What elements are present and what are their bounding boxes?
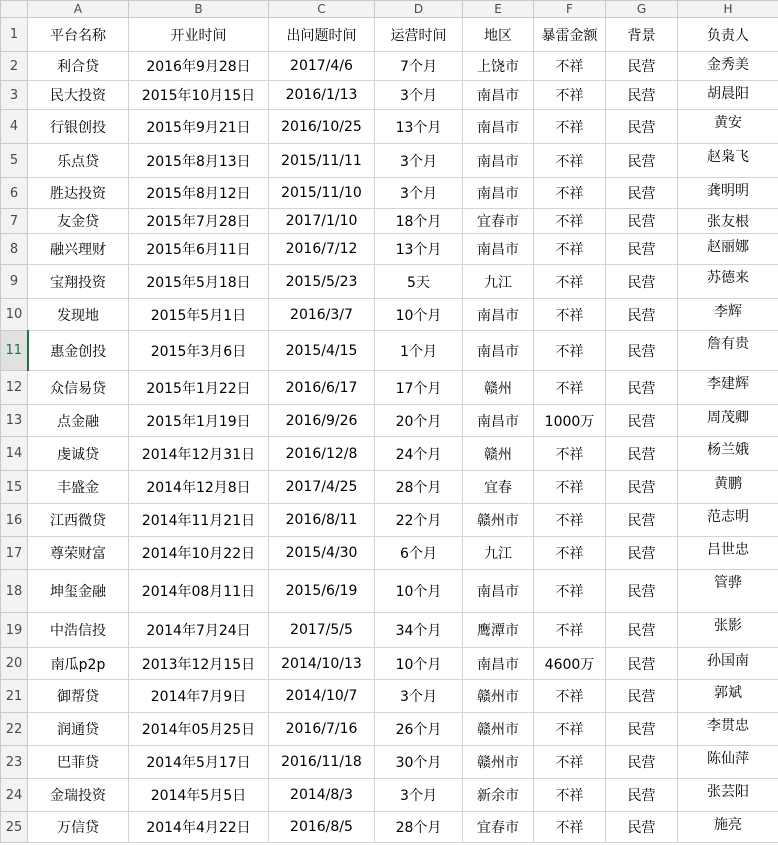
cell-platform[interactable]: 尊荣财富 bbox=[28, 537, 129, 570]
cell-operation-time[interactable]: 17个月 bbox=[375, 371, 463, 405]
header-cell-owner[interactable]: 负责人 bbox=[678, 18, 778, 52]
cell-region[interactable]: 宜春市 bbox=[463, 812, 534, 843]
row-header[interactable]: 11 bbox=[1, 331, 28, 371]
row-header[interactable]: 19 bbox=[1, 613, 28, 648]
cell-platform[interactable]: 巴菲贷 bbox=[28, 746, 129, 779]
cell-open-date[interactable]: 2015年10月15日 bbox=[129, 81, 269, 110]
cell-platform[interactable]: 丰盛金 bbox=[28, 471, 129, 504]
cell-platform[interactable]: 融兴理财 bbox=[28, 234, 129, 265]
cell-operation-time[interactable]: 13个月 bbox=[375, 234, 463, 265]
cell-region[interactable]: 赣州市 bbox=[463, 713, 534, 746]
cell-platform[interactable]: 宝翔投资 bbox=[28, 265, 129, 299]
cell-background[interactable]: 民营 bbox=[606, 648, 678, 680]
table-row bbox=[1, 299, 778, 331]
cell-problem-date[interactable]: 2015/4/15 bbox=[269, 331, 375, 371]
row-header[interactable]: 21 bbox=[1, 680, 28, 713]
cell-problem-date[interactable]: 2016/6/17 bbox=[269, 371, 375, 405]
cell-operation-time[interactable]: 22个月 bbox=[375, 504, 463, 537]
cell-amount[interactable]: 不祥 bbox=[534, 331, 606, 371]
column-header-h[interactable]: H bbox=[678, 1, 778, 18]
row-header[interactable]: 1 bbox=[1, 18, 28, 52]
cell-owner[interactable]: 张友根 bbox=[678, 209, 778, 234]
cell-region[interactable]: 赣州 bbox=[463, 371, 534, 405]
cell-amount[interactable]: 不祥 bbox=[534, 713, 606, 746]
cell-problem-date[interactable]: 2016/7/16 bbox=[269, 713, 375, 746]
row-header[interactable]: 2 bbox=[1, 52, 28, 81]
cell-open-date[interactable]: 2014年05月25日 bbox=[129, 713, 269, 746]
cell-problem-date[interactable]: 2015/6/19 bbox=[269, 570, 375, 613]
cell-owner[interactable]: 苏德来 bbox=[678, 265, 778, 299]
cell-region[interactable]: 赣州市 bbox=[463, 746, 534, 779]
cell-background[interactable]: 民营 bbox=[606, 178, 678, 209]
cell-background[interactable]: 民营 bbox=[606, 437, 678, 471]
row-header[interactable]: 18 bbox=[1, 570, 28, 613]
cell-problem-date[interactable]: 2016/8/5 bbox=[269, 812, 375, 843]
column-header-f[interactable]: F bbox=[534, 1, 606, 18]
cell-owner[interactable]: 黄鹏 bbox=[678, 471, 778, 504]
cell-open-date[interactable]: 2014年7月9日 bbox=[129, 680, 269, 713]
cell-region[interactable]: 南昌市 bbox=[463, 405, 534, 437]
table-row bbox=[1, 779, 778, 812]
cell-operation-time[interactable]: 7个月 bbox=[375, 52, 463, 81]
row-header[interactable]: 9 bbox=[1, 265, 28, 299]
table-row bbox=[1, 648, 778, 680]
cell-amount[interactable]: 不祥 bbox=[534, 144, 606, 178]
cell-operation-time[interactable]: 28个月 bbox=[375, 812, 463, 843]
table-row bbox=[1, 613, 778, 648]
cell-region[interactable]: 南昌市 bbox=[463, 81, 534, 110]
cell-open-date[interactable]: 2015年8月12日 bbox=[129, 178, 269, 209]
cell-owner[interactable]: 赵丽娜 bbox=[678, 234, 778, 265]
column-header-c[interactable]: C bbox=[269, 1, 375, 18]
cell-operation-time[interactable]: 10个月 bbox=[375, 648, 463, 680]
cell-open-date[interactable]: 2015年8月13日 bbox=[129, 144, 269, 178]
row-header[interactable]: 12 bbox=[1, 371, 28, 405]
cell-amount[interactable]: 4600万 bbox=[534, 648, 606, 680]
cell-amount[interactable]: 不祥 bbox=[534, 234, 606, 265]
cell-owner[interactable]: 李辉 bbox=[678, 299, 778, 331]
table-row bbox=[1, 537, 778, 570]
cell-platform[interactable]: 友金贷 bbox=[28, 209, 129, 234]
cell-platform[interactable]: 虔诚贷 bbox=[28, 437, 129, 471]
cell-owner[interactable]: 黄安 bbox=[678, 110, 778, 144]
column-header-d[interactable]: D bbox=[375, 1, 463, 18]
cell-amount[interactable]: 1000万 bbox=[534, 405, 606, 437]
cell-region[interactable]: 南昌市 bbox=[463, 331, 534, 371]
table-row bbox=[1, 234, 778, 265]
row-header[interactable]: 14 bbox=[1, 437, 28, 471]
cell-open-date[interactable]: 2013年12月15日 bbox=[129, 648, 269, 680]
cell-amount[interactable]: 不祥 bbox=[534, 299, 606, 331]
column-header-row bbox=[1, 1, 778, 18]
cell-platform[interactable]: 金瑞投资 bbox=[28, 779, 129, 812]
row-header[interactable]: 25 bbox=[1, 812, 28, 843]
cell-open-date[interactable]: 2015年5月18日 bbox=[129, 265, 269, 299]
table-row bbox=[1, 437, 778, 471]
cell-operation-time[interactable]: 20个月 bbox=[375, 405, 463, 437]
row-header[interactable]: 13 bbox=[1, 405, 28, 437]
row-header[interactable]: 17 bbox=[1, 537, 28, 570]
cell-problem-date[interactable]: 2017/5/5 bbox=[269, 613, 375, 648]
cell-owner[interactable]: 管骅 bbox=[678, 570, 778, 613]
cell-background[interactable]: 民营 bbox=[606, 371, 678, 405]
cell-background[interactable]: 民营 bbox=[606, 680, 678, 713]
cell-problem-date[interactable]: 2016/10/25 bbox=[269, 110, 375, 144]
cell-problem-date[interactable]: 2014/8/3 bbox=[269, 779, 375, 812]
table-row bbox=[1, 713, 778, 746]
cell-amount[interactable]: 不祥 bbox=[534, 209, 606, 234]
table-row bbox=[1, 746, 778, 779]
cell-operation-time[interactable]: 34个月 bbox=[375, 613, 463, 648]
cell-amount[interactable]: 不祥 bbox=[534, 265, 606, 299]
table-row bbox=[1, 209, 778, 234]
cell-region[interactable]: 南昌市 bbox=[463, 570, 534, 613]
cell-owner[interactable]: 张芸阳 bbox=[678, 779, 778, 812]
cell-region[interactable]: 鹰潭市 bbox=[463, 613, 534, 648]
table-row bbox=[1, 680, 778, 713]
cell-problem-date[interactable]: 2016/11/18 bbox=[269, 746, 375, 779]
table-row bbox=[1, 110, 778, 144]
table-row bbox=[1, 504, 778, 537]
row-header[interactable]: 5 bbox=[1, 144, 28, 178]
column-header-b[interactable]: B bbox=[129, 1, 269, 18]
cell-operation-time[interactable]: 28个月 bbox=[375, 471, 463, 504]
cell-amount[interactable]: 不祥 bbox=[534, 504, 606, 537]
cell-problem-date[interactable]: 2014/10/7 bbox=[269, 680, 375, 713]
cell-region[interactable]: 南昌市 bbox=[463, 648, 534, 680]
header-row bbox=[1, 18, 778, 52]
cell-problem-date[interactable]: 2014/10/13 bbox=[269, 648, 375, 680]
row-header[interactable]: 10 bbox=[1, 299, 28, 331]
cell-operation-time[interactable]: 10个月 bbox=[375, 570, 463, 613]
table-row bbox=[1, 371, 778, 405]
cell-problem-date[interactable]: 2017/4/25 bbox=[269, 471, 375, 504]
row-header[interactable]: 22 bbox=[1, 713, 28, 746]
cell-open-date[interactable]: 2015年1月19日 bbox=[129, 405, 269, 437]
cell-open-date[interactable]: 2015年6月11日 bbox=[129, 234, 269, 265]
cell-region[interactable]: 南昌市 bbox=[463, 234, 534, 265]
cell-region[interactable]: 新余市 bbox=[463, 779, 534, 812]
cell-operation-time[interactable]: 3个月 bbox=[375, 779, 463, 812]
row-header[interactable]: 16 bbox=[1, 504, 28, 537]
cell-owner[interactable]: 龚明明 bbox=[678, 178, 778, 209]
cell-operation-time[interactable]: 13个月 bbox=[375, 110, 463, 144]
cell-amount[interactable]: 不祥 bbox=[534, 371, 606, 405]
cell-problem-date[interactable]: 2016/8/11 bbox=[269, 504, 375, 537]
select-all-corner[interactable] bbox=[1, 1, 28, 18]
cell-owner[interactable]: 李建辉 bbox=[678, 371, 778, 405]
cell-platform[interactable]: 利合贷 bbox=[28, 52, 129, 81]
cell-amount[interactable]: 不祥 bbox=[534, 680, 606, 713]
cell-amount[interactable]: 不祥 bbox=[534, 52, 606, 81]
row-header[interactable]: 3 bbox=[1, 81, 28, 110]
column-header-e[interactable]: E bbox=[463, 1, 534, 18]
cell-platform[interactable]: 润通贷 bbox=[28, 713, 129, 746]
cell-region[interactable]: 宜春 bbox=[463, 471, 534, 504]
cell-owner[interactable]: 詹有贵 bbox=[678, 331, 778, 371]
column-header-g[interactable]: G bbox=[606, 1, 678, 18]
cell-amount[interactable]: 不祥 bbox=[534, 437, 606, 471]
cell-operation-time[interactable]: 3个月 bbox=[375, 81, 463, 110]
cell-background[interactable]: 民营 bbox=[606, 234, 678, 265]
row-header[interactable]: 15 bbox=[1, 471, 28, 504]
cell-amount[interactable]: 不祥 bbox=[534, 110, 606, 144]
cell-platform[interactable]: 行银创投 bbox=[28, 110, 129, 144]
cell-operation-time[interactable]: 10个月 bbox=[375, 299, 463, 331]
table-row bbox=[1, 812, 778, 843]
cell-operation-time[interactable]: 18个月 bbox=[375, 209, 463, 234]
cell-platform[interactable]: 发现地 bbox=[28, 299, 129, 331]
cell-background[interactable]: 民营 bbox=[606, 299, 678, 331]
cell-problem-date[interactable]: 2016/3/7 bbox=[269, 299, 375, 331]
header-cell-amount[interactable]: 暴雷金额 bbox=[534, 18, 606, 52]
cell-background[interactable]: 民营 bbox=[606, 504, 678, 537]
cell-owner[interactable]: 赵枭飞 bbox=[678, 144, 778, 178]
row-header[interactable]: 8 bbox=[1, 234, 28, 265]
cell-open-date[interactable]: 2014年10月22日 bbox=[129, 537, 269, 570]
cell-region[interactable]: 赣州市 bbox=[463, 504, 534, 537]
grid-body bbox=[1, 1, 778, 843]
cell-problem-date[interactable]: 2017/1/10 bbox=[269, 209, 375, 234]
cell-problem-date[interactable]: 2016/1/13 bbox=[269, 81, 375, 110]
header-cell-operation-time[interactable]: 运营时间 bbox=[375, 18, 463, 52]
cell-problem-date[interactable]: 2016/7/12 bbox=[269, 234, 375, 265]
cell-owner[interactable]: 张影 bbox=[678, 613, 778, 648]
cell-background[interactable]: 民营 bbox=[606, 537, 678, 570]
cell-region[interactable]: 上饶市 bbox=[463, 52, 534, 81]
cell-amount[interactable]: 不祥 bbox=[534, 537, 606, 570]
cell-platform[interactable]: 点金融 bbox=[28, 405, 129, 437]
cell-open-date[interactable]: 2015年7月28日 bbox=[129, 209, 269, 234]
cell-background[interactable]: 民营 bbox=[606, 613, 678, 648]
cell-open-date[interactable]: 2014年7月24日 bbox=[129, 613, 269, 648]
header-cell-platform[interactable]: 平台名称 bbox=[28, 18, 129, 52]
cell-open-date[interactable]: 2016年9月28日 bbox=[129, 52, 269, 81]
cell-amount[interactable]: 不祥 bbox=[534, 812, 606, 843]
cell-platform[interactable]: 中浩信投 bbox=[28, 613, 129, 648]
cell-open-date[interactable]: 2014年12月31日 bbox=[129, 437, 269, 471]
cell-background[interactable]: 民营 bbox=[606, 81, 678, 110]
table-row bbox=[1, 178, 778, 209]
cell-open-date[interactable]: 2015年5月1日 bbox=[129, 299, 269, 331]
cell-region[interactable]: 南昌市 bbox=[463, 144, 534, 178]
cell-platform[interactable]: 江西微贷 bbox=[28, 504, 129, 537]
cell-owner[interactable]: 杨兰娥 bbox=[678, 437, 778, 471]
cell-open-date[interactable]: 2015年1月22日 bbox=[129, 371, 269, 405]
cell-region[interactable]: 九江 bbox=[463, 537, 534, 570]
cell-background[interactable]: 民营 bbox=[606, 405, 678, 437]
cell-operation-time[interactable]: 26个月 bbox=[375, 713, 463, 746]
cell-owner[interactable]: 范志明 bbox=[678, 504, 778, 537]
cell-open-date[interactable]: 2014年5月5日 bbox=[129, 779, 269, 812]
cell-amount[interactable]: 不祥 bbox=[534, 746, 606, 779]
cell-operation-time[interactable]: 6个月 bbox=[375, 537, 463, 570]
column-header-a[interactable]: A bbox=[28, 1, 129, 18]
cell-operation-time[interactable]: 3个月 bbox=[375, 144, 463, 178]
table-row bbox=[1, 52, 778, 81]
row-header[interactable]: 24 bbox=[1, 779, 28, 812]
cell-problem-date[interactable]: 2015/11/10 bbox=[269, 178, 375, 209]
cell-platform[interactable]: 南瓜p2p bbox=[28, 648, 129, 680]
header-cell-problem-date[interactable]: 出问题时间 bbox=[269, 18, 375, 52]
cell-open-date[interactable]: 2015年3月6日 bbox=[129, 331, 269, 371]
header-cell-region[interactable]: 地区 bbox=[463, 18, 534, 52]
cell-owner[interactable]: 周茂卿 bbox=[678, 405, 778, 437]
cell-problem-date[interactable]: 2015/5/23 bbox=[269, 265, 375, 299]
cell-region[interactable]: 南昌市 bbox=[463, 110, 534, 144]
row-header[interactable]: 6 bbox=[1, 178, 28, 209]
cell-background[interactable]: 民营 bbox=[606, 746, 678, 779]
cell-region[interactable]: 九江 bbox=[463, 265, 534, 299]
cell-open-date[interactable]: 2015年9月21日 bbox=[129, 110, 269, 144]
cell-open-date[interactable]: 2014年11月21日 bbox=[129, 504, 269, 537]
cell-problem-date[interactable]: 2017/4/6 bbox=[269, 52, 375, 81]
row-header[interactable]: 20 bbox=[1, 648, 28, 680]
row-header[interactable]: 7 bbox=[1, 209, 28, 234]
cell-background[interactable]: 民营 bbox=[606, 144, 678, 178]
cell-background[interactable]: 民营 bbox=[606, 331, 678, 371]
cell-problem-date[interactable]: 2016/9/26 bbox=[269, 405, 375, 437]
cell-owner[interactable]: 吕世忠 bbox=[678, 537, 778, 570]
cell-operation-time[interactable]: 1个月 bbox=[375, 331, 463, 371]
cell-background[interactable]: 民营 bbox=[606, 110, 678, 144]
cell-background[interactable]: 民营 bbox=[606, 52, 678, 81]
table-row bbox=[1, 265, 778, 299]
cell-open-date[interactable]: 2014年5月17日 bbox=[129, 746, 269, 779]
cell-open-date[interactable]: 2014年08月11日 bbox=[129, 570, 269, 613]
cell-platform[interactable]: 坤玺金融 bbox=[28, 570, 129, 613]
cell-region[interactable]: 赣州市 bbox=[463, 680, 534, 713]
table-row bbox=[1, 331, 778, 371]
cell-region[interactable]: 赣州 bbox=[463, 437, 534, 471]
cell-problem-date[interactable]: 2016/12/8 bbox=[269, 437, 375, 471]
cell-platform[interactable]: 民大投资 bbox=[28, 81, 129, 110]
header-cell-background[interactable]: 背景 bbox=[606, 18, 678, 52]
cell-amount[interactable]: 不祥 bbox=[534, 613, 606, 648]
cell-amount[interactable]: 不祥 bbox=[534, 178, 606, 209]
cell-region[interactable]: 宜春市 bbox=[463, 209, 534, 234]
cell-platform[interactable]: 胜达投资 bbox=[28, 178, 129, 209]
cell-platform[interactable]: 众信易贷 bbox=[28, 371, 129, 405]
cell-operation-time[interactable]: 30个月 bbox=[375, 746, 463, 779]
cell-amount[interactable]: 不祥 bbox=[534, 81, 606, 110]
table-row bbox=[1, 570, 778, 613]
cell-background[interactable]: 民营 bbox=[606, 570, 678, 613]
cell-operation-time[interactable]: 5天 bbox=[375, 265, 463, 299]
cell-owner[interactable]: 陈仙萍 bbox=[678, 746, 778, 779]
cell-background[interactable]: 民营 bbox=[606, 471, 678, 504]
table-row bbox=[1, 405, 778, 437]
row-header[interactable]: 4 bbox=[1, 110, 28, 144]
cell-operation-time[interactable]: 3个月 bbox=[375, 178, 463, 209]
cell-region[interactable]: 南昌市 bbox=[463, 299, 534, 331]
cell-owner[interactable]: 胡晨阳 bbox=[678, 81, 778, 110]
cell-background[interactable]: 民营 bbox=[606, 209, 678, 234]
table-row bbox=[1, 144, 778, 178]
cell-amount[interactable]: 不祥 bbox=[534, 570, 606, 613]
cell-open-date[interactable]: 2014年4月22日 bbox=[129, 812, 269, 843]
cell-background[interactable]: 民营 bbox=[606, 812, 678, 843]
cell-background[interactable]: 民营 bbox=[606, 779, 678, 812]
cell-operation-time[interactable]: 24个月 bbox=[375, 437, 463, 471]
cell-platform[interactable]: 惠金创投 bbox=[28, 331, 129, 371]
cell-platform[interactable]: 乐点贷 bbox=[28, 144, 129, 178]
cell-problem-date[interactable]: 2015/11/11 bbox=[269, 144, 375, 178]
cell-owner[interactable]: 施亮 bbox=[678, 812, 778, 843]
cell-open-date[interactable]: 2014年12月8日 bbox=[129, 471, 269, 504]
cell-platform[interactable]: 御帮贷 bbox=[28, 680, 129, 713]
row-header[interactable]: 23 bbox=[1, 746, 28, 779]
cell-amount[interactable]: 不祥 bbox=[534, 471, 606, 504]
table-row bbox=[1, 81, 778, 110]
cell-region[interactable]: 南昌市 bbox=[463, 178, 534, 209]
cell-background[interactable]: 民营 bbox=[606, 265, 678, 299]
header-cell-open-date[interactable]: 开业时间 bbox=[129, 18, 269, 52]
cell-owner[interactable]: 孙国南 bbox=[678, 648, 778, 680]
cell-operation-time[interactable]: 3个月 bbox=[375, 680, 463, 713]
cell-owner[interactable]: 金秀美 bbox=[678, 52, 778, 81]
cell-amount[interactable]: 不祥 bbox=[534, 779, 606, 812]
table-row bbox=[1, 471, 778, 504]
cell-background[interactable]: 民营 bbox=[606, 713, 678, 746]
cell-owner[interactable]: 李贯忠 bbox=[678, 713, 778, 746]
cell-owner[interactable]: 郭斌 bbox=[678, 680, 778, 713]
cell-problem-date[interactable]: 2015/4/30 bbox=[269, 537, 375, 570]
cell-platform[interactable]: 万信贷 bbox=[28, 812, 129, 843]
